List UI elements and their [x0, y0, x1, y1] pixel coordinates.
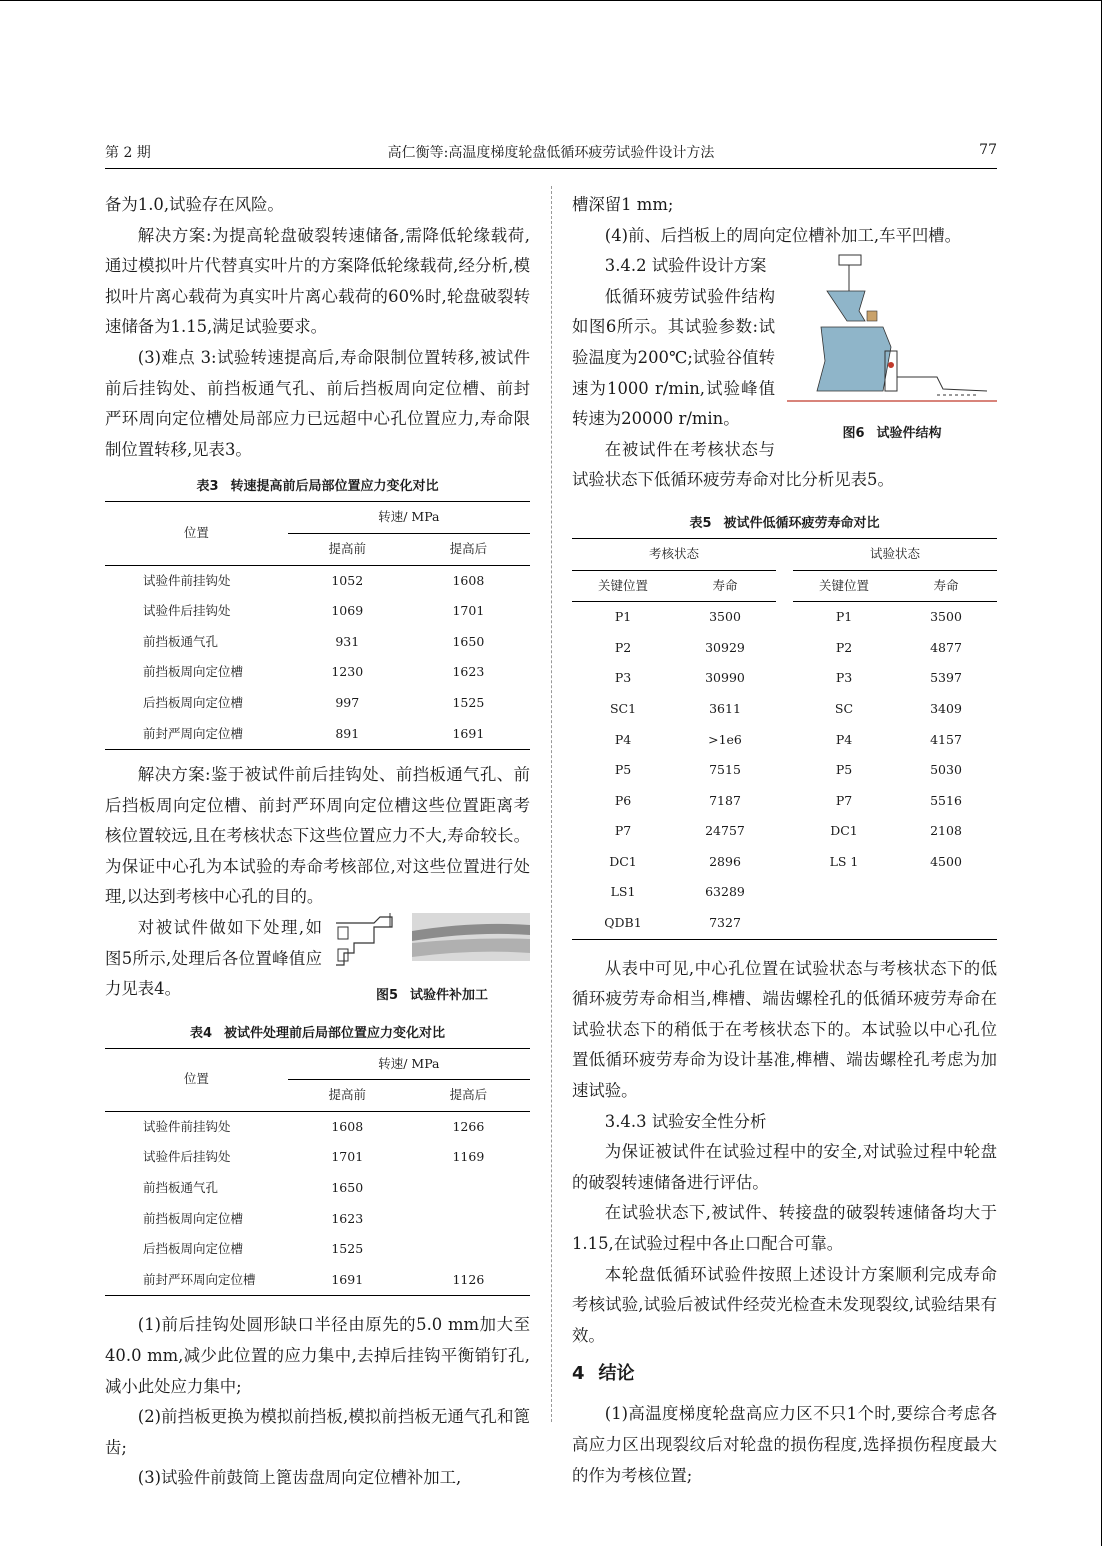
left-column: [105, 190, 530, 1494]
page-edge-top: [0, 0, 1102, 1]
table-cell: SC: [834, 700, 854, 716]
table-cell: 前封严周向定位槽: [105, 719, 288, 750]
table-row: [572, 725, 997, 756]
table-cell: 1623: [452, 664, 485, 680]
subsection-3-4-3: 3.4.3 试验安全性分析: [604, 1111, 767, 1131]
table-row: [572, 755, 997, 786]
right-column: [572, 190, 997, 1491]
table-row: [105, 1142, 530, 1173]
table-cell: 1608: [452, 572, 485, 588]
table4-header-position: 位置: [105, 1048, 288, 1111]
table-cell: 后挡板周向定位槽: [143, 1241, 244, 1257]
table-row: [105, 627, 530, 658]
table4: [105, 1048, 530, 1297]
figure6-caption: [787, 424, 997, 444]
table-cell: 7327: [674, 908, 776, 939]
figure5-label: 图5: [375, 987, 399, 1003]
figure5-drawing: [334, 913, 530, 975]
table-cell: 4157: [930, 731, 962, 747]
table-cell: [793, 908, 895, 939]
table-cell: [776, 755, 793, 786]
table-cell: 前挡板通气孔: [143, 633, 219, 649]
table5-caption: [572, 514, 997, 534]
table-cell: 1525: [331, 1241, 364, 1257]
table-cell: LS 1: [829, 853, 859, 869]
table-cell: 4877: [930, 639, 962, 655]
table-cell: 3500: [709, 609, 741, 625]
table-cell: [776, 877, 793, 908]
table-row: [572, 633, 997, 664]
table5-label: 表5: [689, 515, 712, 531]
paragraph: 备为1.0,试验存在风险。: [105, 195, 284, 214]
table-row: [572, 877, 997, 908]
table3-header-speed: 转速/ MPa: [288, 502, 530, 534]
table-cell: [776, 633, 793, 664]
table-cell: 3611: [709, 700, 741, 716]
page-number: 77: [979, 142, 997, 158]
section-4-number: 4: [572, 1363, 585, 1385]
table-cell: 1701: [331, 1149, 364, 1165]
table-cell: 1069: [331, 603, 364, 619]
table-row: [572, 847, 997, 878]
paragraph: 低循环疲劳试验件结构如图6所示。其试验参数:试验温度为200℃;试验谷值转速为1000 r/min,试验峰值转速为20000 r/min。: [572, 286, 775, 429]
table-cell: 1266: [452, 1118, 485, 1134]
table-cell: 3500: [930, 609, 962, 625]
table-cell: 30990: [705, 670, 745, 686]
table-cell: P4: [614, 731, 632, 747]
table-cell: 1052: [331, 572, 364, 588]
subsection-3-4-2: 3.4.2 试验件设计方案: [604, 256, 767, 276]
figure6-drawing: [787, 251, 997, 413]
figure6-label: 图6: [842, 425, 865, 441]
paragraph: 为保证被试件在试验过程中的安全,对试验过程中轮盘的破裂转速储备进行评估。: [572, 1142, 997, 1192]
table-cell: 1623: [331, 1210, 364, 1226]
table-cell: [776, 694, 793, 725]
table-cell: 试验件前挂钩处: [143, 1118, 231, 1134]
table-cell: 891: [288, 719, 407, 750]
paragraph: 本轮盘低循环试验件按照上述设计方案顺利完成寿命考核试验,试验后被试件经荧光检查未发现裂纹,试验结果有效。: [572, 1264, 997, 1345]
table-row: [105, 1204, 530, 1235]
table4-title: 被试件处理前后局部位置应力变化对比: [224, 1025, 446, 1041]
table-cell: 5516: [930, 792, 962, 808]
paragraph: 解决方案:为提高轮盘破裂转速储备,需降低轮缘载荷,通过模拟叶片代替真实叶片的方案降低轮缘载荷,经分析,模拟叶片离心载荷为真实叶片离心载荷的60%时,轮盘破裂转速储备为1.15,满足试验要求。: [105, 225, 530, 337]
table-cell: 1691: [288, 1265, 407, 1296]
table-cell: 7187: [709, 792, 741, 808]
table-cell: [776, 816, 793, 847]
table-cell: 3409: [930, 700, 962, 716]
figure5-caption: [334, 986, 530, 1006]
table-cell: 2108: [930, 823, 962, 839]
table-cell: P3: [835, 670, 853, 686]
paragraph: 从表中可见,中心孔位置在试验状态与考核状态下的低循环疲劳寿命相当,榫槽、端齿螺栓孔的低循环疲劳寿命在试验状态下的稍低于在考核状态下的。本试验以中心孔位置低循环疲劳寿命为设计基准,榫槽、端齿螺栓孔考虑为加速试验。: [572, 958, 997, 1101]
issue-number: 第 2 期: [105, 145, 151, 161]
table-cell: >1e6: [708, 731, 742, 747]
table3-header-after: 提高后: [407, 533, 530, 565]
table-cell: 1691: [407, 719, 530, 750]
table4-header-before: 提高前: [288, 1080, 407, 1112]
table-cell: 1701: [452, 603, 485, 619]
paragraph: (4)前、后挡板上的周向定位槽补加工,车平凹槽。: [604, 225, 962, 245]
header-rule: [105, 168, 997, 169]
table-cell: [776, 663, 793, 694]
table-row: [105, 596, 530, 627]
paragraph: (2)前挡板更换为模拟前挡板,模拟前挡板无通气孔和篦齿;: [105, 1407, 530, 1457]
figure5-title: 试验件补加工: [410, 987, 489, 1003]
table-cell: [793, 877, 895, 908]
table-row: [572, 694, 997, 725]
table-cell: 1169: [452, 1149, 485, 1165]
table5-header-test: 试验状态: [793, 538, 997, 570]
table5-header-key-assess: 关键位置: [572, 570, 674, 602]
table-cell: P6: [614, 792, 632, 808]
table-row: [572, 816, 997, 847]
table4-label: 表4: [189, 1025, 213, 1041]
figure-6: [787, 251, 997, 444]
table4-header-after: 提高后: [407, 1080, 530, 1112]
table-cell: 7515: [709, 762, 741, 778]
table-cell: 前挡板周向定位槽: [143, 664, 244, 680]
table5-header-life-assess: 寿命: [674, 570, 776, 602]
table-row: [105, 719, 530, 750]
table-cell: 试验件前挂钩处: [143, 572, 231, 588]
table-cell: 30929: [705, 639, 745, 655]
table-cell: 63289: [705, 884, 745, 900]
table-cell: P1: [614, 609, 632, 625]
table-cell: 试验件后挂钩处: [143, 603, 231, 619]
table-cell: 1230: [331, 664, 364, 680]
table-cell: DC1: [830, 823, 858, 839]
table-cell: 前挡板通气孔: [143, 1180, 219, 1196]
table-cell: P2: [614, 639, 632, 655]
table-cell: P4: [835, 731, 853, 747]
table-row: [572, 786, 997, 817]
table-cell: [895, 908, 997, 939]
table-cell: P1: [835, 609, 853, 625]
table-row: [105, 1234, 530, 1265]
table-cell: P3: [614, 670, 632, 686]
table-cell: 1525: [452, 694, 485, 710]
paragraph: (1)前后挂钩处圆形缺口半径由原先的5.0 mm加大至40.0 mm,减少此位置的应力集中,去掉后挂钩平衡销钉孔,减小此处应力集中;: [105, 1315, 530, 1396]
table3-header-position: 位置: [105, 502, 288, 565]
table-cell: P7: [614, 823, 632, 839]
table-cell: [776, 847, 793, 878]
table3: [105, 501, 530, 750]
table-cell: 931: [335, 633, 360, 649]
paragraph: 在试验状态下,被试件、转接盘的破裂转速储备均大于1.15,在试验过程中各止口配合可靠。: [572, 1203, 997, 1253]
table-cell: [776, 602, 793, 633]
table-row: [105, 688, 530, 719]
running-header: [105, 142, 997, 166]
table5-header-key-test: 关键位置: [793, 570, 895, 602]
table-cell: P5: [614, 762, 632, 778]
table5-title: 被试件低循环疲劳寿命对比: [723, 515, 880, 531]
table4-caption: [105, 1024, 530, 1044]
section-4-title: 结论: [598, 1363, 635, 1385]
table-cell: 5397: [930, 670, 962, 686]
table-row: [105, 1173, 530, 1204]
table-cell: P5: [835, 762, 853, 778]
table-cell: [407, 1234, 530, 1265]
table-row: [572, 663, 997, 694]
paragraph: (3)难点 3:试验转速提高后,寿命限制位置转移,被试件前后挂钩处、前挡板通气孔、前后挡板周向定位槽、前封严环周向定位槽处局部应力已远超中心孔位置应力,寿命限制位置转移,见表3。: [105, 347, 530, 459]
table-cell: 后挡板周向定位槽: [143, 694, 244, 710]
table-cell: [776, 786, 793, 817]
table-cell: SC1: [609, 700, 637, 716]
table-cell: 1650: [331, 1180, 364, 1196]
figure6-title: 试验件结构: [876, 425, 942, 441]
table-cell: 24757: [705, 823, 745, 839]
paragraph: 对被试件做如下处理,如图5所示,处理后各位置峰值应力见表4。: [105, 918, 322, 999]
table-cell: LS1: [610, 884, 636, 900]
table-cell: 1650: [452, 633, 485, 649]
paragraph: (3)试验件前鼓筒上篦齿盘周向定位槽补加工,: [137, 1468, 462, 1488]
table-cell: [776, 908, 793, 939]
table-cell: 前封严环周向定位槽: [105, 1265, 288, 1296]
table-row: [572, 602, 997, 633]
table-cell: 1126: [407, 1265, 530, 1296]
table-cell: 1608: [331, 1118, 364, 1134]
table5-header-assess: 考核状态: [572, 538, 776, 570]
table-row: [105, 1111, 530, 1142]
table-cell: 前挡板周向定位槽: [143, 1210, 244, 1226]
table-cell: 试验件后挂钩处: [143, 1149, 231, 1165]
column-divider: [551, 186, 552, 1422]
table-cell: DC1: [609, 853, 637, 869]
table5-header-life-test: 寿命: [895, 570, 997, 602]
table-cell: P2: [835, 639, 853, 655]
table-row: [105, 565, 530, 596]
paragraph: 在被试件在考核状态与试验状态下低循环疲劳寿命对比分析见表5。: [572, 439, 894, 490]
table-cell: [407, 1204, 530, 1235]
paragraph: 解决方案:鉴于被试件前后挂钩处、前挡板通气孔、前后挡板周向定位槽、前封严环周向定位槽这些位置距离考核位置较远,且在考核状态下这些位置应力不大,寿命较长。为保证中心孔为本试验的寿命考核部位,对这些位置进行处理,以达到考核中心孔的目的。: [105, 765, 530, 907]
table-cell: P7: [835, 792, 853, 808]
table-cell: 5030: [930, 762, 962, 778]
table3-caption: [105, 477, 530, 497]
paragraph: 槽深留1 mm;: [572, 195, 674, 214]
table3-label: 表3: [196, 479, 219, 495]
table3-header-before: 提高前: [288, 533, 407, 565]
table4-header-speed: 转速/ MPa: [288, 1048, 530, 1080]
table-cell: 2896: [709, 853, 741, 869]
table-cell: [776, 725, 793, 756]
figure-5: [334, 913, 530, 1006]
table5: [572, 538, 997, 940]
paragraph: (1)高温度梯度轮盘高应力区不只1个时,要综合考虑各高应力区出现裂纹后对轮盘的损伤程度,选择损伤程度最大的作为考核位置;: [572, 1404, 997, 1485]
table3-title: 转速提高前后局部位置应力变化对比: [230, 479, 439, 495]
table-cell: 997: [335, 694, 360, 710]
table-cell: [407, 1173, 530, 1204]
table-row: [572, 908, 997, 939]
table-cell: [895, 877, 997, 908]
table-row: [105, 657, 530, 688]
section-4-heading: [572, 1359, 997, 1389]
running-title: 高仁衡等:高温度梯度轮盘低循环疲劳试验件设计方法: [387, 145, 715, 161]
table-cell: 4500: [930, 853, 962, 869]
table-row: [105, 1265, 530, 1296]
table-cell: QDB1: [572, 908, 674, 939]
